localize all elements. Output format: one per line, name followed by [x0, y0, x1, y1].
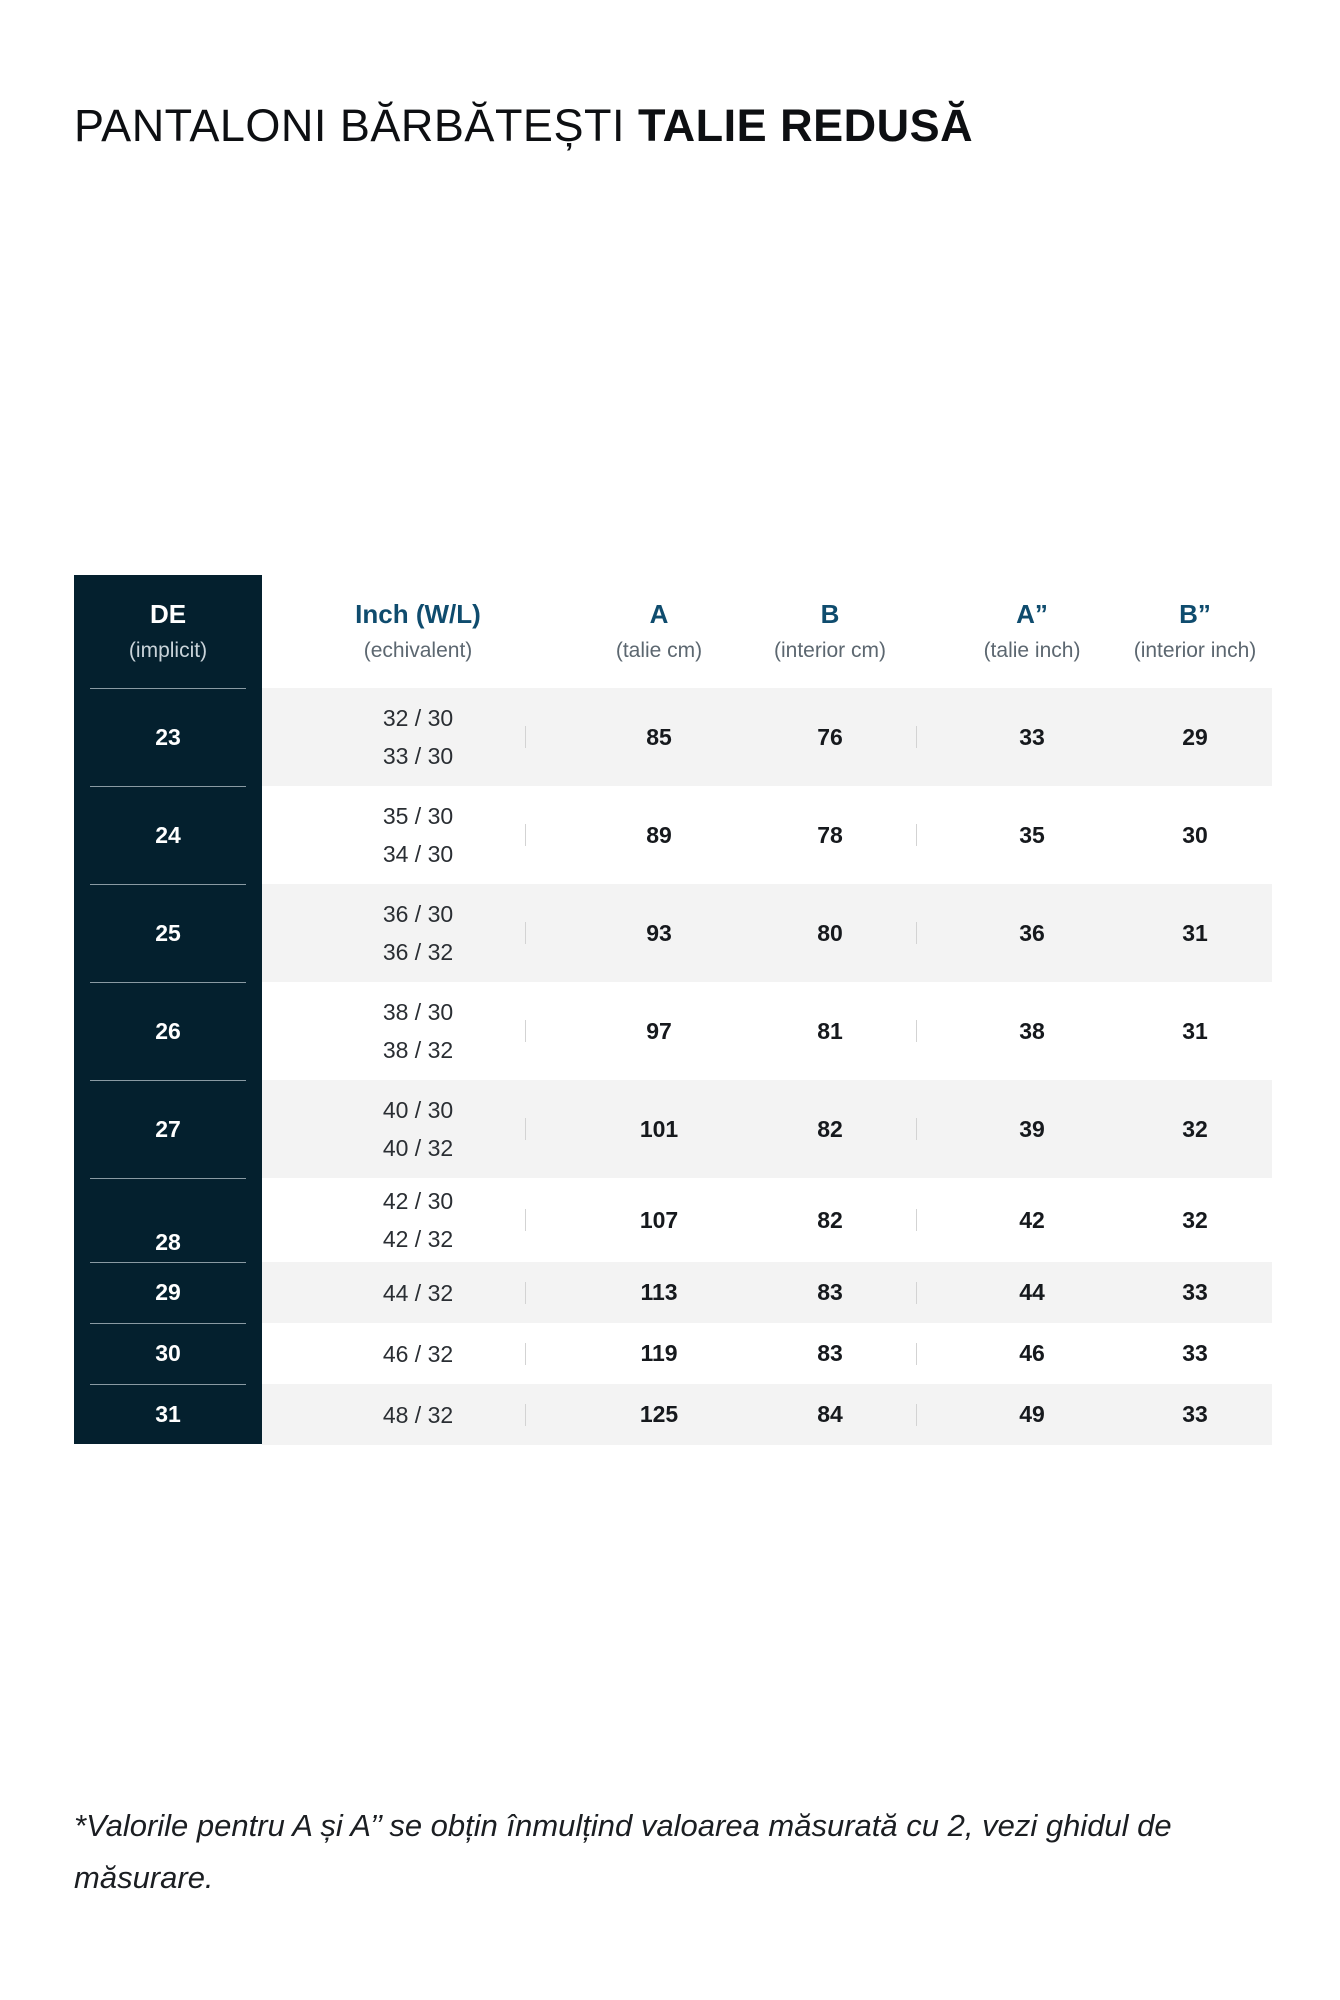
cell-b: 82: [817, 1206, 843, 1233]
page-title-bold: TALIE REDUSĂ: [637, 100, 974, 151]
cell-a: 119: [640, 1340, 678, 1366]
cell-de: 24: [155, 821, 181, 848]
header-b-title: B: [820, 599, 840, 629]
cell-inch-line-1: 36 / 30: [382, 901, 454, 927]
cell-inch-line-2: 38 / 32: [382, 1037, 454, 1063]
cell-inch-line-2: 36 / 32: [382, 939, 454, 965]
cell-b-inch: 33: [1182, 1401, 1208, 1427]
cell-a-inch: 42: [1019, 1206, 1045, 1233]
cell-a: 85: [646, 723, 672, 750]
cell-b: 82: [817, 1115, 843, 1142]
header-b: [744, 575, 916, 688]
header-a-title: A: [649, 599, 669, 629]
cell-a: 101: [639, 1115, 679, 1142]
cell-a-inch: 39: [1019, 1115, 1045, 1142]
cell-inch-line-1: 40 / 30: [382, 1097, 454, 1123]
table-row: [74, 1080, 1272, 1178]
cell-a: 113: [640, 1279, 678, 1305]
cell-a-inch: 33: [1019, 723, 1045, 750]
column-separator: [525, 922, 526, 944]
column-separator: [525, 1404, 526, 1426]
cell-inch: [262, 884, 574, 982]
cell-inch-line-2: 34 / 30: [382, 841, 454, 867]
table-row: [74, 982, 1272, 1080]
cell-inch: [262, 1262, 574, 1323]
table-body: [74, 688, 1272, 1445]
cell-b: 78: [817, 821, 843, 848]
column-separator: [525, 1118, 526, 1140]
cell-b: 83: [817, 1279, 843, 1305]
page-title: [74, 100, 973, 152]
cell-b-inch: 32: [1182, 1115, 1208, 1142]
cell-de: 26: [155, 1017, 181, 1044]
cell-b: 83: [817, 1340, 843, 1366]
column-separator: [916, 1118, 917, 1140]
column-separator: [916, 726, 917, 748]
cell-a: 89: [646, 821, 672, 848]
column-separator: [525, 1020, 526, 1042]
table-row: [74, 786, 1272, 884]
header-de-sub: (implicit): [128, 639, 208, 662]
header-de-title: DE: [149, 599, 187, 629]
cell-a-inch: 46: [1019, 1340, 1045, 1366]
column-separator: [525, 1343, 526, 1365]
cell-inch: [262, 1178, 574, 1262]
cell-a: 93: [646, 919, 672, 946]
cell-inch-line-1: 48 / 32: [382, 1401, 454, 1428]
cell-de: 29: [155, 1279, 181, 1305]
cell-inch-line-2: 40 / 32: [382, 1135, 454, 1161]
cell-b-inch: 30: [1182, 821, 1208, 848]
header-inch: [262, 575, 574, 688]
cell-inch-line-2: 33 / 30: [382, 743, 454, 769]
cell-de: 25: [155, 919, 181, 946]
cell-inch-line-2: 42 / 32: [382, 1226, 454, 1252]
cell-b-inch: 33: [1182, 1279, 1208, 1305]
cell-b: 76: [817, 723, 843, 750]
cell-de: 27: [155, 1115, 181, 1142]
cell-inch: [262, 786, 574, 884]
header-b-inch-title: B”: [1179, 599, 1211, 629]
cell-a: 97: [646, 1017, 672, 1044]
table-row: [74, 884, 1272, 982]
column-separator: [916, 1209, 917, 1231]
header-inch-sub: (echivalent): [363, 639, 473, 662]
cell-b: 80: [817, 919, 843, 946]
table-row: [74, 688, 1272, 786]
cell-inch-line-1: 42 / 30: [382, 1188, 454, 1214]
column-separator: [916, 824, 917, 846]
header-de: [74, 575, 262, 688]
table-row: [74, 1178, 1272, 1262]
column-separator: [916, 1404, 917, 1426]
header-b-sub: (interior cm): [773, 639, 886, 662]
header-inch-title: Inch (W/L): [355, 599, 481, 629]
footnote: *Valorile pentru A și A’’ se obțin înmulțind valoarea măsurată cu 2, vezi ghidul de măsurare.: [74, 1808, 1172, 1895]
cell-a: 107: [639, 1206, 679, 1233]
cell-b-inch: 33: [1182, 1340, 1208, 1366]
cell-a-inch: 44: [1019, 1279, 1045, 1305]
cell-b: 81: [817, 1017, 843, 1044]
header-a-inch-sub: (talie inch): [983, 639, 1081, 662]
cell-b: 84: [817, 1401, 843, 1427]
cell-b-inch: 31: [1182, 919, 1208, 946]
column-separator: [916, 1020, 917, 1042]
cell-de: 30: [155, 1340, 181, 1366]
cell-inch: [262, 688, 574, 786]
table-row: [74, 1384, 1272, 1445]
cell-de: 23: [155, 723, 181, 750]
column-separator: [916, 1343, 917, 1365]
cell-inch: [262, 1384, 574, 1445]
cell-inch-line-1: 44 / 32: [382, 1279, 454, 1306]
header-a-inch: [946, 575, 1118, 688]
cell-inch: [262, 982, 574, 1080]
table-header-row: [74, 575, 1272, 688]
header-b-inch-sub: (interior inch): [1133, 639, 1257, 662]
cell-de: 31: [155, 1401, 181, 1427]
cell-inch-line-1: 38 / 30: [382, 999, 454, 1025]
cell-a-inch: 35: [1019, 821, 1045, 848]
cell-inch: [262, 1080, 574, 1178]
cell-b-inch: 29: [1182, 723, 1208, 750]
column-separator: [525, 1282, 526, 1304]
page-title-regular: PANTALONI BĂRBĂTEȘTI: [74, 100, 625, 151]
column-separator: [916, 1282, 917, 1304]
column-separator: [525, 1209, 526, 1231]
table-row: [74, 1262, 1272, 1323]
cell-de: 28: [155, 1229, 181, 1255]
cell-a-inch: 38: [1019, 1017, 1045, 1044]
header-a-inch-title: A”: [1016, 599, 1048, 629]
cell-a-inch: 36: [1019, 919, 1045, 946]
column-separator: [916, 922, 917, 944]
cell-inch: [262, 1323, 574, 1384]
cell-inch-line-1: 46 / 32: [382, 1340, 454, 1367]
cell-inch-line-1: 35 / 30: [382, 803, 454, 829]
cell-b-inch: 31: [1182, 1017, 1208, 1044]
cell-a-inch: 49: [1019, 1401, 1045, 1427]
header-a: [574, 575, 744, 688]
header-b-inch: [1118, 575, 1272, 688]
cell-inch-line-1: 32 / 30: [382, 705, 454, 731]
column-separator: [525, 726, 526, 748]
header-a-sub: (talie cm): [615, 639, 703, 662]
cell-a: 125: [639, 1401, 679, 1427]
table-row: [74, 1323, 1272, 1384]
column-separator: [525, 824, 526, 846]
cell-b-inch: 32: [1182, 1206, 1208, 1233]
